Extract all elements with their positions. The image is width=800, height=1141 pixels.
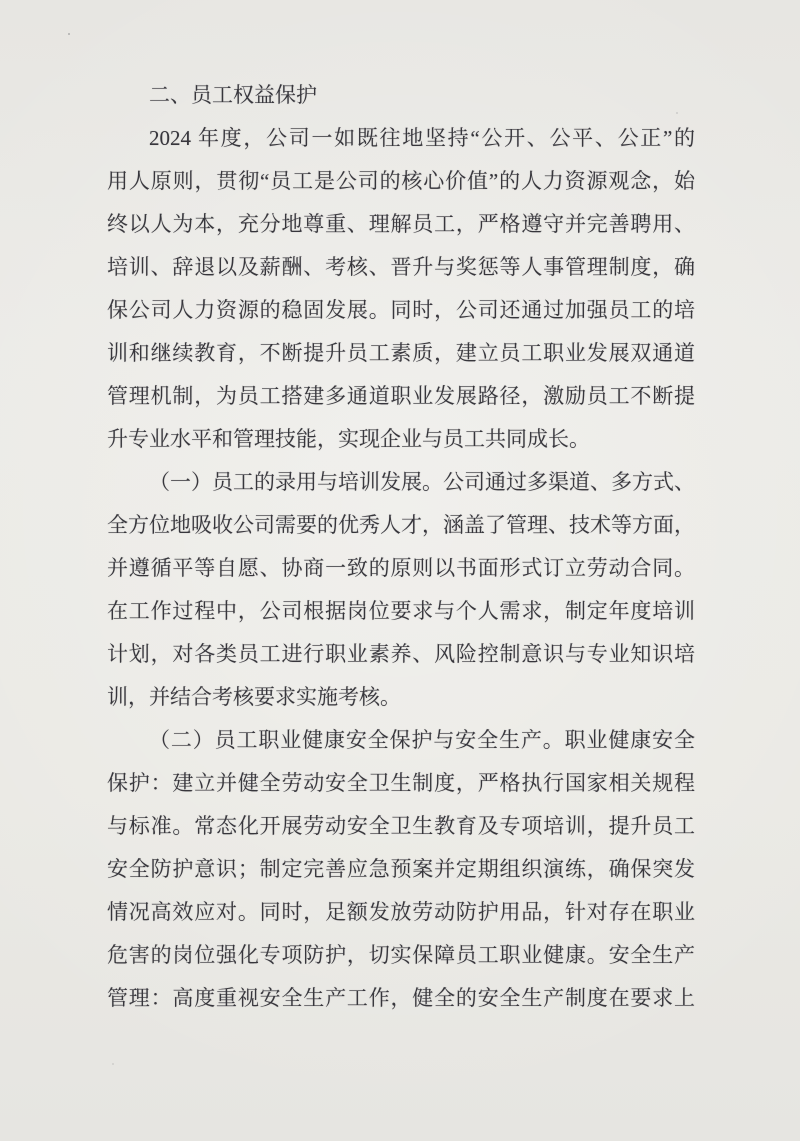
text-line: 训和继续教育，不断提升员工素质，建立员工职业发展双通道 — [107, 341, 695, 365]
text-line: 安全防护意识；制定完善应急预案并定期组织演练，确保突发 — [107, 857, 695, 881]
text-line: （二）员工职业健康安全保护与安全生产。职业健康安全 — [149, 728, 695, 752]
text-line: （一）员工的录用与培训发展。公司通过多渠道、多方式、 — [149, 470, 695, 494]
document-body — [107, 74, 695, 1020]
text-line: 管理：高度重视安全生产工作，健全的安全生产制度在要求上 — [107, 986, 695, 1010]
text-line: 与标准。常态化开展劳动安全卫生教育及专项培训，提升员工 — [107, 814, 695, 838]
text-line: 全方位地吸收公司需要的优秀人才，涵盖了管理、技术等方面， — [107, 513, 695, 537]
text-line: 危害的岗位强化专项防护，切实保障员工职业健康。安全生产 — [107, 943, 695, 967]
scan-speck — [112, 1063, 114, 1065]
text-line: 并遵循平等自愿、协商一致的原则以书面形式订立劳动合同。 — [107, 556, 695, 580]
text-line: 训，并结合考核要求实施考核。 — [107, 685, 401, 709]
text-line: 升专业水平和管理技能，实现企业与员工共同成长。 — [107, 427, 590, 451]
text-line: 用人原则，贯彻“员工是公司的核心价值”的人力资源观念，始 — [107, 169, 695, 193]
text-line: 管理机制，为员工搭建多通道职业发展路径，激励员工不断提 — [107, 384, 695, 408]
text-line: 在工作过程中，公司根据岗位要求与个人需求，制定年度培训 — [107, 599, 695, 623]
scan-speck — [68, 33, 70, 35]
text-line: 培训、辞退以及薪酬、考核、晋升与奖惩等人事管理制度，确 — [107, 255, 695, 279]
section-heading: 二、员工权益保护 — [149, 83, 317, 107]
text-line: 终以人为本，充分地尊重、理解员工，严格遵守并完善聘用、 — [107, 212, 695, 236]
text-line: 情况高效应对。同时，足额发放劳动防护用品，针对存在职业 — [107, 900, 695, 924]
text-line: 保护：建立并健全劳动安全卫生制度，严格执行国家相关规程 — [107, 771, 695, 795]
text-line: 2024 年度，公司一如既往地坚持“公开、公平、公正”的 — [149, 126, 695, 150]
text-line: 保公司人力资源的稳固发展。同时，公司还通过加强员工的培 — [107, 298, 695, 322]
text-line: 计划，对各类员工进行职业素养、风险控制意识与专业知识培 — [107, 642, 695, 666]
